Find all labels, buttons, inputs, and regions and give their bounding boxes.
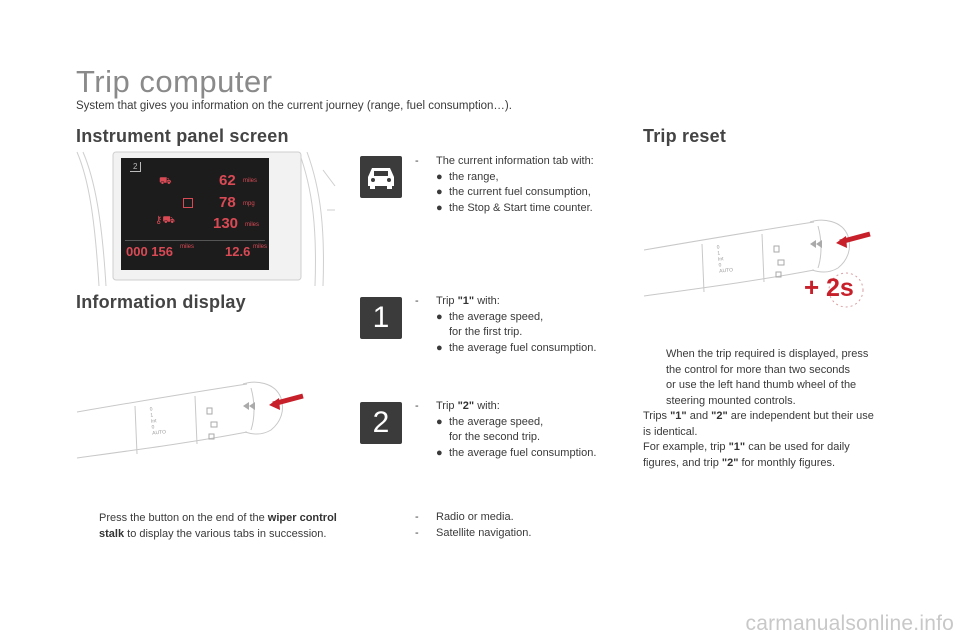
dashboard-screen <box>121 158 269 270</box>
trip-reset-line: the control for more than two seconds <box>666 363 851 376</box>
instrument-panel-illustration <box>75 150 337 288</box>
press-instruction <box>76 511 346 542</box>
list-item: the current fuel consumption, <box>449 186 591 198</box>
text-run: and <box>686 410 712 422</box>
list-item-continuation: for the first trip. <box>449 326 523 338</box>
text-bold: "2" <box>721 456 739 469</box>
bullet: ● <box>436 341 443 354</box>
dash-marker: - <box>415 295 419 307</box>
list-item: the average speed, <box>449 415 544 428</box>
current-info-block <box>413 154 633 216</box>
fuel-consumption-icon <box>183 198 193 208</box>
trip-reset-line: When the trip required is displayed, press <box>666 348 869 360</box>
instruction-text: Press the button on the end of the <box>99 512 268 524</box>
trip-2-block <box>413 399 633 461</box>
consumption-unit: mpg <box>243 201 255 207</box>
trip-2-icon-label: 2 <box>372 406 390 439</box>
list-item: Radio or media. <box>436 511 514 523</box>
range-car-icon: ⛟ <box>159 176 172 187</box>
list-item: the average fuel consumption. <box>449 341 597 354</box>
dash-marker: - <box>415 526 419 539</box>
badge-seconds: 2s <box>826 274 854 302</box>
trip-1-icon-label: 1 <box>372 301 390 334</box>
stop-start-icon: ⚷⛟ <box>155 215 175 226</box>
list-item: Satellite navigation. <box>436 526 532 539</box>
text-bold: "2" <box>711 410 728 422</box>
trip-reset-line: or use the left hand thumb wheel of the <box>666 379 857 391</box>
stalk-label: Int <box>717 256 724 263</box>
stalk-label: 0 <box>149 406 153 413</box>
badge-plus: + <box>804 272 820 302</box>
stalk-labels <box>149 405 166 436</box>
stalk-label: 0 <box>718 262 722 269</box>
trip-1-number: "1" <box>457 295 475 307</box>
range-value: 62 <box>219 172 236 189</box>
bullet: ● <box>436 170 443 183</box>
hold-2s-badge <box>802 270 866 310</box>
other-tabs-block <box>413 510 633 541</box>
stalk-label: 1 <box>150 412 154 419</box>
trip-1-block <box>413 294 633 356</box>
text-run: can be used for daily <box>745 441 850 453</box>
text-bold: "1" <box>670 410 687 422</box>
trip-1-prefix: Trip <box>436 295 458 307</box>
current-info-text: The current information tab with: <box>436 155 594 167</box>
dash-marker: - <box>415 400 419 412</box>
stalk-label: Int <box>150 418 157 425</box>
trip-2-suffix: with: <box>474 400 500 412</box>
trip-reset-paragraph-2-end: is identical. <box>643 425 698 438</box>
text-run: figures, and trip <box>643 456 722 469</box>
range-unit: miles <box>243 178 258 184</box>
stalk-label: 0 <box>716 244 720 251</box>
text-run: are independent but their use <box>727 410 874 422</box>
trip-distance-unit: miles <box>253 244 268 250</box>
list-item: the average speed, <box>449 310 544 323</box>
dash-marker: - <box>415 511 419 523</box>
text-run: For example, trip <box>643 441 729 453</box>
heading-instrument-panel: Instrument panel screen <box>76 126 289 146</box>
dash-marker: - <box>415 155 419 167</box>
text-run: for monthly figures. <box>738 456 836 469</box>
text-run: Trips <box>643 410 671 422</box>
trip-1-suffix: with: <box>474 295 500 307</box>
stalk-label: 0 <box>151 424 155 431</box>
trip-reset-paragraph-3-end <box>643 456 913 472</box>
instruction-text-end: to display the various tabs in succession. <box>124 527 327 540</box>
odometer-value: 000 156 <box>126 244 173 259</box>
stalk-label: 1 <box>717 250 721 257</box>
car-tab-icon <box>360 156 402 198</box>
trip-2-number: "2" <box>457 400 475 412</box>
stalk-label: AUTO <box>718 267 734 275</box>
list-item: the range, <box>449 170 499 183</box>
text-bold: "1" <box>728 441 746 453</box>
list-item: the Stop & Start time counter. <box>449 201 593 214</box>
stalk-labels-right <box>716 243 733 274</box>
stop-start-value: 130 <box>213 215 239 232</box>
consumption-value: 78 <box>219 194 236 211</box>
trip-2-prefix: Trip <box>436 400 458 412</box>
page-subtitle: System that gives you information on the current journey (range, fuel consumption…). <box>76 100 512 112</box>
trip-2-tab-icon <box>360 402 402 444</box>
trip-distance-value: 12.6 <box>225 244 251 259</box>
bullet: ● <box>436 446 443 459</box>
stop-start-unit: miles <box>245 222 260 228</box>
trip-reset-line: steering mounted controls. <box>666 394 796 407</box>
bullet: ● <box>436 186 443 198</box>
bullet: ● <box>436 310 443 323</box>
odometer-unit: miles <box>180 244 195 250</box>
trip-reset-paragraph-3 <box>643 440 913 456</box>
bullet: ● <box>436 415 443 428</box>
bullet: ● <box>436 201 443 214</box>
stalk-label: AUTO <box>151 429 167 437</box>
list-item-continuation: for the second trip. <box>449 431 541 443</box>
trip-1-tab-icon <box>360 297 402 339</box>
heading-trip-reset: Trip reset <box>643 126 727 146</box>
list-item: the average fuel consumption. <box>449 446 597 459</box>
page-title: Trip computer <box>76 64 273 99</box>
trip-reset-text <box>643 347 913 471</box>
tab-number-label: 2 <box>130 162 141 172</box>
heading-information-display: Information display <box>76 292 246 312</box>
watermark: carmanualsonline.info <box>745 612 954 635</box>
wiper-stalk-illustration <box>75 372 315 464</box>
instruction-bold: wiper control stalk <box>99 512 337 540</box>
trip-reset-paragraph-2 <box>643 409 913 425</box>
